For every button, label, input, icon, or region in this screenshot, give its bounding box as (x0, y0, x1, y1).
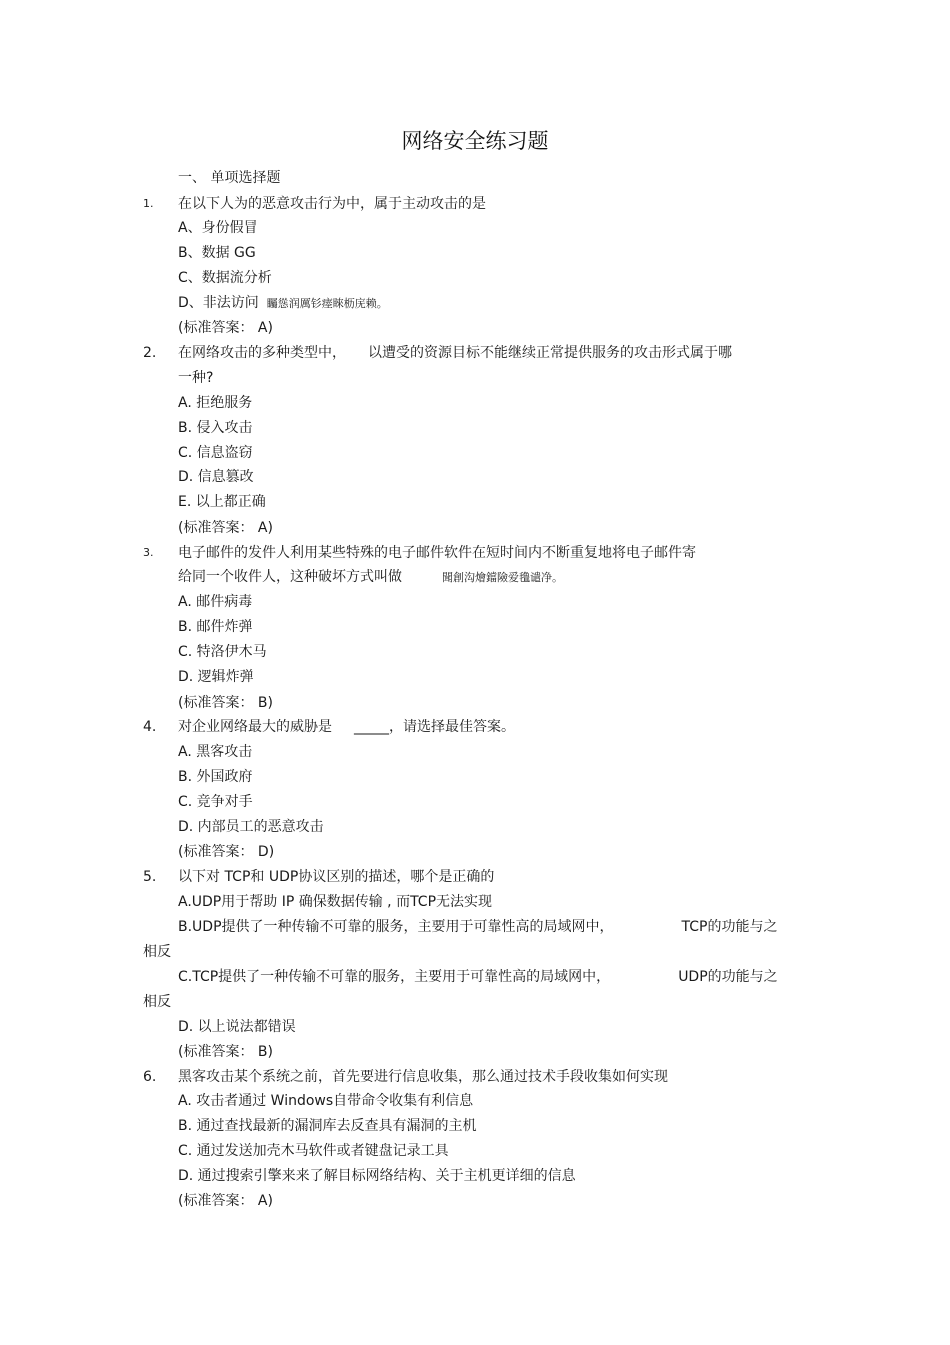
question-text-line2: 给同一个收件人，这种破坏方式叫做 (178, 569, 402, 585)
question-text-continued (178, 567, 563, 588)
answer-label: (标准答案： B) (178, 695, 273, 711)
option-c: C. 信息盗窃 (178, 445, 253, 461)
section-heading: 一、 单项选择题 (178, 170, 281, 186)
option-b: B. 外国政府 (178, 769, 253, 785)
question-text-part2: _____，请选择最佳答案。 (354, 719, 515, 735)
question-text (178, 717, 515, 737)
option-b-part1: B.UDP提供了一种传输不可靠的服务，主要用于可靠性高的局域网中， (178, 919, 614, 935)
option-a: A、身份假冒 (178, 220, 258, 236)
option-b: B、数据 GG (178, 245, 256, 261)
option-a: A. 黑客攻击 (178, 744, 253, 760)
option-d: D. 内部员工的恶意攻击 (178, 819, 324, 835)
option-c-part1: C.TCP提供了一种传输不可靠的服务，主要用于可靠性高的局域网中， (178, 969, 611, 985)
garbled-note: 聞創沟燴鐺險爱氇谴净。 (442, 571, 563, 584)
answer-label: (标准答案： A) (178, 1193, 273, 1209)
question-text: 在以下人为的恶意攻击行为中，属于主动攻击的是 (178, 196, 486, 212)
question-number: 3. (143, 546, 154, 559)
question-text-part2: 以遭受的资源目标不能继续正常提供服务的攻击形式属于哪 (368, 345, 732, 361)
option-b: B. 邮件炸弹 (178, 619, 253, 635)
option-c-continued: 相反 (143, 994, 171, 1010)
option-c-part2: UDP的功能与之 (678, 969, 778, 985)
option-b-part2: TCP的功能与之 (681, 919, 778, 935)
option-b (178, 917, 777, 937)
option-a: A. 拒绝服务 (178, 395, 253, 411)
answer-label: (标准答案： A) (178, 520, 273, 536)
question-number: 5. (143, 869, 157, 885)
option-d: D. 逻辑炸弹 (178, 669, 254, 685)
question-text (178, 343, 732, 363)
option-d: D. 以上说法都错误 (178, 1019, 296, 1035)
option-c: C. 竞争对手 (178, 794, 253, 810)
question-number: 1. (143, 197, 154, 210)
option-c: C、数据流分析 (178, 270, 272, 286)
question-text: 黑客攻击某个系统之前，首先要进行信息收集，那么通过技术手段收集如何实现 (178, 1069, 668, 1085)
answer-label: (标准答案： B) (178, 1044, 273, 1060)
page-title: 网络安全练习题 (401, 129, 549, 153)
option-b: B. 侵入攻击 (178, 420, 253, 436)
question-text-part1: 在网络攻击的多种类型中， (178, 345, 346, 361)
option-c: C. 通过发送加壳木马软件或者键盘记录工具 (178, 1143, 449, 1159)
option-a: A. 攻击者通过 Windows自带命令收集有利信息 (178, 1093, 474, 1109)
option-c (178, 967, 778, 987)
garbled-note: 矚慫润厲钐瘗睞枥庑赖。 (266, 297, 388, 310)
option-b-continued: 相反 (143, 944, 171, 960)
option-e: E. 以上都正确 (178, 494, 266, 510)
option-a: A. 邮件病毒 (178, 594, 253, 610)
option-d: D. 信息篡改 (178, 469, 254, 485)
answer-label: (标准答案： D) (178, 844, 275, 860)
question-number: 2. (143, 345, 157, 361)
option-d (178, 293, 388, 314)
question-text: 以下对 TCP和 UDP协议区别的描述，哪个是正确的 (178, 869, 495, 885)
question-text-continued: 一种? (178, 370, 214, 386)
option-b: B. 通过查找最新的漏洞库去反查具有漏洞的主机 (178, 1118, 477, 1134)
option-a: A.UDP用于帮助 IP 确保数据传输 , 而TCP无法实现 (178, 894, 493, 910)
answer-label: (标准答案： A) (178, 320, 273, 336)
question-text-part1: 对企业网络最大的威胁是 (178, 719, 332, 735)
question-number: 4. (143, 719, 157, 735)
question-number: 6. (143, 1069, 157, 1085)
question-text: 电子邮件的发件人利用某些特殊的电子邮件软件在短时间内不断重复地将电子邮件寄 (178, 545, 696, 561)
option-d-text: D、非法访问 (178, 295, 259, 311)
option-d: D. 通过搜索引擎来来了解目标网络结构、关于主机更详细的信息 (178, 1168, 576, 1184)
option-c: C. 特洛伊木马 (178, 644, 267, 660)
